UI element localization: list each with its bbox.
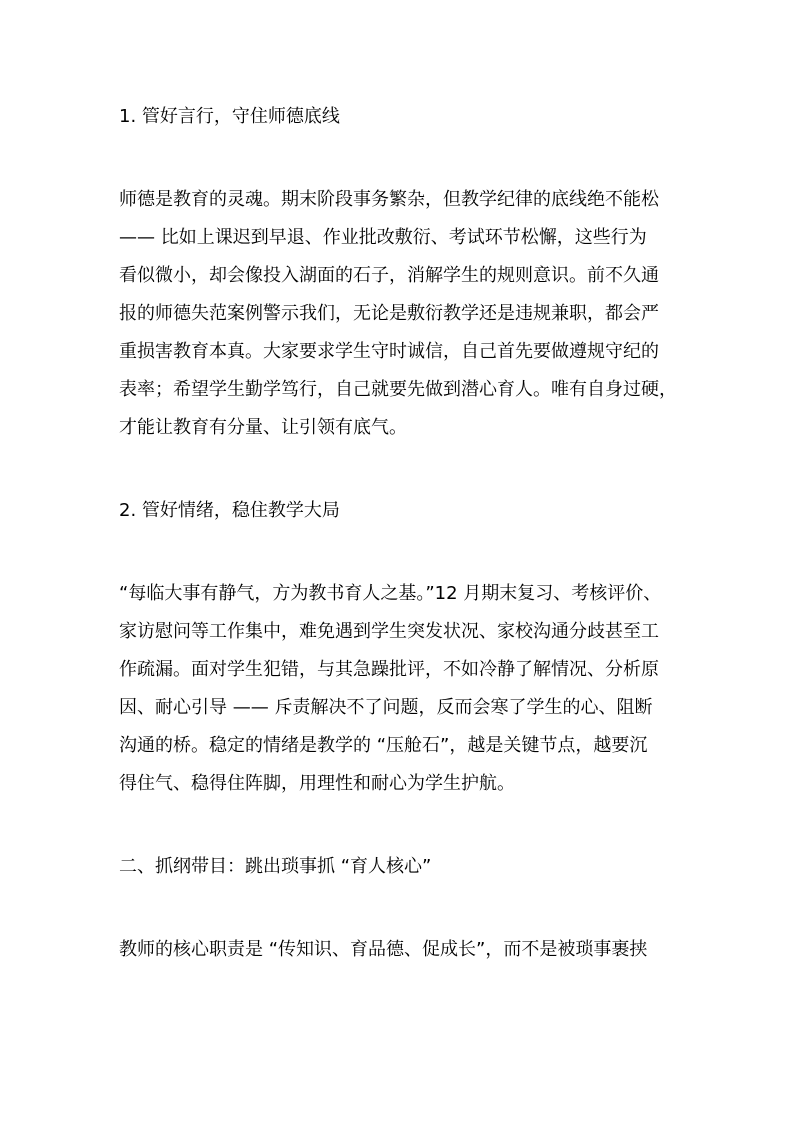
paragraph-line: 得住气、稳得住阵脚，用理性和耐心为学生护航。 [119,773,515,794]
section-heading-3: 二、抓纲带目：跳出琐事抓 “育人核心” [119,856,432,877]
paragraph-line: 教师的核心职责是 “传知识、育品德、促成长”，而不是被琐事裹挟 [119,939,648,960]
section-heading-1: 1. 管好言行，守住师德底线 [119,106,340,127]
paragraph-line: 重损害教育本真。大家要求学生守时诚信，自己首先要做遵规守纪的 [119,341,659,362]
paragraph-line: 因、耐心引导 —— 斥责解决不了问题，反而会寒了学生的心、阻断 [119,697,653,718]
paragraph-line: 作疏漏。面对学生犯错，与其急躁批评，不如冷静了解情况、分析原 [119,659,659,680]
paragraph-line: —— 比如上课迟到早退、作业批改敷衍、考试环节松懈，这些行为 [119,227,647,248]
paragraph-line: 报的师德失范案例警示我们，无论是敷衍教学还是违规兼职，都会严 [119,303,659,324]
paragraph-line: 才能让教育有分量、让引领有底气。 [119,417,407,438]
paragraph-line: 表率；希望学生勤学笃行，自己就要先做到潜心育人。唯有自身过硬， [119,379,677,400]
section-heading-2: 2. 管好情绪，稳住教学大局 [119,500,340,521]
paragraph-line: 看似微小，却会像投入湖面的石子，消解学生的规则意识。前不久通 [119,265,659,286]
paragraph-line: 师德是教育的灵魂。期末阶段事务繁杂，但教学纪律的底线绝不能松 [119,189,659,210]
paragraph-line: “每临大事有静气，方为教书育人之基。”12 月期末复习、考核评价、 [119,583,662,604]
paragraph-line: 家访慰问等工作集中，难免遇到学生突发状况、家校沟通分歧甚至工 [119,621,659,642]
paragraph-line: 沟通的桥。稳定的情绪是教学的 “压舱石”，越是关键节点，越要沉 [119,735,648,756]
